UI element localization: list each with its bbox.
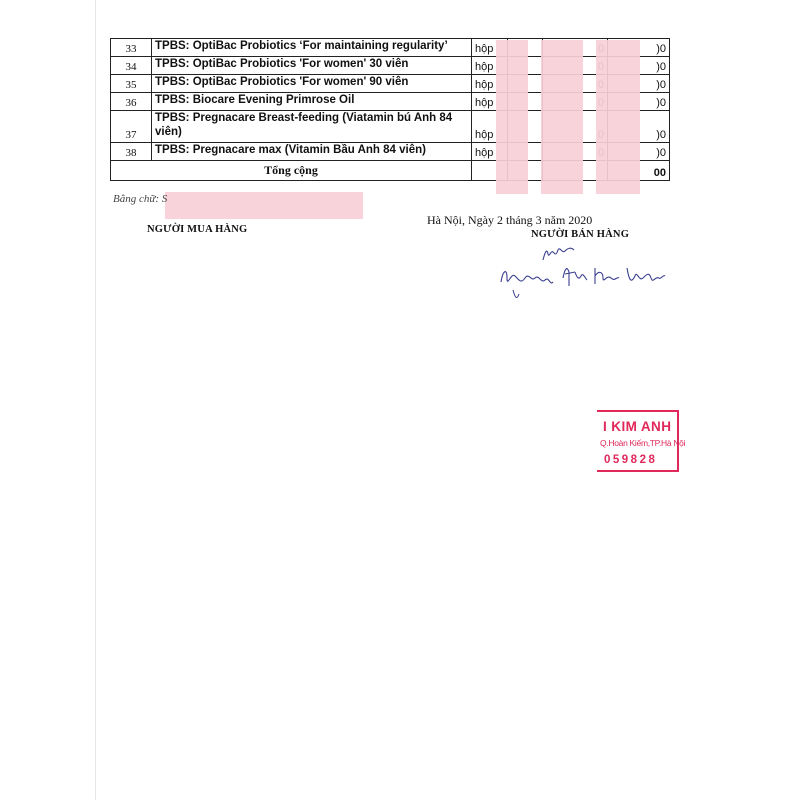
product-name: TPBS: Pregnacare max (Vitamin Bầu Anh 84 viên) [152, 143, 472, 161]
redaction-quantity-column [496, 40, 528, 194]
product-name: TPBS: OptiBac Probiotics ‘For maintaining regularity’ [152, 39, 472, 57]
total-row [111, 161, 670, 181]
total-amount-cell: 00 [608, 161, 670, 181]
amount-in-words-label: Bằng chữ: S [113, 193, 168, 205]
unit-cell: hộp [472, 111, 508, 143]
invoice-items-table [110, 38, 670, 181]
handwritten-signature [495, 242, 670, 304]
product-name: TPBS: Pregnacare Breast-feeding (Viatamin bú Anh 84 viên) [152, 111, 472, 143]
page-edge-line [95, 0, 96, 800]
redaction-price-column [541, 40, 583, 194]
table-row [111, 143, 670, 161]
table-row [111, 93, 670, 111]
date-line: Hà Nội, Ngày 2 tháng 3 năm 2020 [427, 213, 593, 227]
buyer-signature-label: NGƯỜI MUA HÀNG [147, 224, 248, 235]
amount-cell: )0 [608, 75, 670, 93]
row-number: 35 [111, 75, 152, 93]
row-number: 37 [111, 111, 152, 143]
seller-signature-label: NGƯỜI BÁN HÀNG [531, 229, 630, 240]
total-label: Tổng cộng [111, 161, 472, 181]
product-name: TPBS: OptiBac Probiotics 'For women' 30 viên [152, 57, 472, 75]
amount-cell: )0 [608, 39, 670, 57]
table-row [111, 39, 670, 57]
company-stamp [597, 410, 686, 472]
unit-cell: hộp [472, 143, 508, 161]
table-row [111, 57, 670, 75]
row-number: 36 [111, 93, 152, 111]
stamp-company-name: I KIM ANH [603, 419, 672, 434]
unit-cell: hộp [472, 39, 508, 57]
product-name: TPBS: OptiBac Probiotics 'For women' 90 viên [152, 75, 472, 93]
table-row [111, 111, 670, 143]
row-number: 33 [111, 39, 152, 57]
redaction-amount-column [596, 40, 640, 194]
unit-cell: hộp [472, 57, 508, 75]
unit-cell: hộp [472, 93, 508, 111]
redaction-amount-in-words [165, 192, 363, 219]
stamp-code: 059828 [604, 454, 658, 466]
product-name: TPBS: Biocare Evening Primrose Oil [152, 93, 472, 111]
amount-cell: )0 [608, 111, 670, 143]
row-number: 34 [111, 57, 152, 75]
amount-cell: )0 [608, 93, 670, 111]
amount-cell: )0 [608, 57, 670, 75]
stamp-address: Q.Hoàn Kiếm,TP.Hà Nội [600, 438, 686, 448]
amount-cell: )0 [608, 143, 670, 161]
table-row [111, 75, 670, 93]
row-number: 38 [111, 143, 152, 161]
unit-cell: hộp [472, 75, 508, 93]
